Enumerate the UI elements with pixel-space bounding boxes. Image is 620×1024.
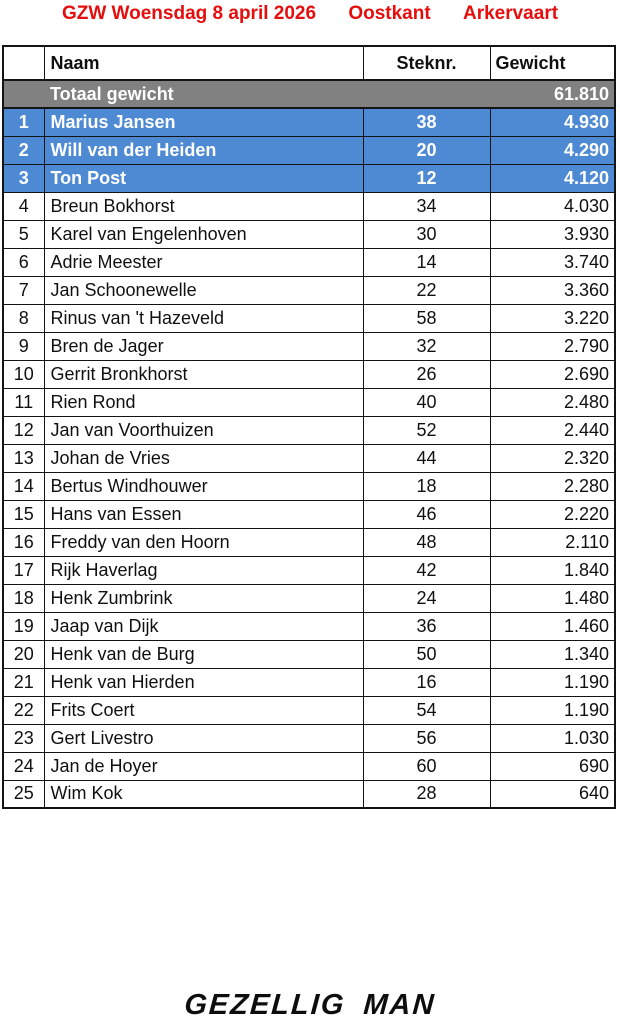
weight-cell: 2.690 [490, 360, 615, 388]
peg-cell: 42 [363, 556, 490, 584]
table-row [3, 220, 615, 248]
rank-cell: 20 [3, 640, 44, 668]
name-cell: Frits Coert [44, 696, 363, 724]
name-cell: Freddy van den Hoorn [44, 528, 363, 556]
rank-cell: 15 [3, 500, 44, 528]
weight-cell: 1.480 [490, 584, 615, 612]
table-row [3, 304, 615, 332]
peg-cell: 18 [363, 472, 490, 500]
table-row [3, 472, 615, 500]
title-section: Oostkant [348, 3, 431, 24]
rank-cell: 24 [3, 752, 44, 780]
rank-cell: 2 [3, 136, 44, 164]
table-row [3, 388, 615, 416]
peg-cell: 60 [363, 752, 490, 780]
peg-cell: 56 [363, 724, 490, 752]
page-title [0, 3, 620, 25]
rank-cell: 19 [3, 612, 44, 640]
peg-cell: 20 [363, 136, 490, 164]
weight-cell: 2.110 [490, 528, 615, 556]
name-cell: Henk Zumbrink [44, 584, 363, 612]
results-header [3, 46, 615, 80]
table-row [3, 528, 615, 556]
rank-cell: 22 [3, 696, 44, 724]
peg-cell: 54 [363, 696, 490, 724]
table-row [3, 164, 615, 192]
weight-cell: 2.220 [490, 500, 615, 528]
peg-cell: 58 [363, 304, 490, 332]
weight-cell: 4.120 [490, 164, 615, 192]
weight-cell: 1.460 [490, 612, 615, 640]
name-cell: Gerrit Bronkhorst [44, 360, 363, 388]
weight-cell: 1.840 [490, 556, 615, 584]
table-row [3, 696, 615, 724]
rank-cell: 3 [3, 164, 44, 192]
rank-cell: 9 [3, 332, 44, 360]
weight-cell: 1.340 [490, 640, 615, 668]
table-row [3, 640, 615, 668]
peg-cell: 48 [363, 528, 490, 556]
weight-cell: 4.930 [490, 108, 615, 136]
peg-cell: 34 [363, 192, 490, 220]
name-cell: Johan de Vries [44, 444, 363, 472]
weight-cell: 2.440 [490, 416, 615, 444]
rank-cell: 11 [3, 388, 44, 416]
table-row [3, 276, 615, 304]
table-row [3, 360, 615, 388]
name-cell: Adrie Meester [44, 248, 363, 276]
name-cell: Gert Livestro [44, 724, 363, 752]
peg-cell: 50 [363, 640, 490, 668]
name-cell: Wim Kok [44, 780, 363, 808]
rank-cell: 6 [3, 248, 44, 276]
table-row [3, 248, 615, 276]
peg-cell: 12 [363, 164, 490, 192]
title-venue: Arkervaart [462, 3, 559, 24]
name-cell: Rinus van 't Hazeveld [44, 304, 363, 332]
weight-cell: 2.320 [490, 444, 615, 472]
weight-cell: 3.740 [490, 248, 615, 276]
name-cell: Ton Post [44, 164, 363, 192]
peg-cell: 52 [363, 416, 490, 444]
table-row [3, 752, 615, 780]
peg-cell: 26 [363, 360, 490, 388]
table-row [3, 192, 615, 220]
weight-column-header: Gewicht [490, 46, 615, 80]
name-cell: Henk van de Burg [44, 640, 363, 668]
rank-cell: 7 [3, 276, 44, 304]
rank-cell: 25 [3, 780, 44, 808]
name-cell: Henk van Hierden [44, 668, 363, 696]
rank-cell: 17 [3, 556, 44, 584]
peg-cell: 22 [363, 276, 490, 304]
weight-cell: 3.220 [490, 304, 615, 332]
table-row [3, 584, 615, 612]
table-row [3, 668, 615, 696]
name-cell: Jaap van Dijk [44, 612, 363, 640]
peg-cell: 16 [363, 668, 490, 696]
peg-cell: 36 [363, 612, 490, 640]
name-cell: Marius Jansen [44, 108, 363, 136]
name-cell: Jan de Hoyer [44, 752, 363, 780]
rank-cell: 14 [3, 472, 44, 500]
rank-cell: 4 [3, 192, 44, 220]
title-event: GZW Woensdag 8 april 2026 [61, 3, 317, 24]
table-row [3, 416, 615, 444]
name-cell: Karel van Engelenhoven [44, 220, 363, 248]
table-row [3, 136, 615, 164]
weight-cell: 3.360 [490, 276, 615, 304]
table-row [3, 724, 615, 752]
name-column-header: Naam [44, 46, 363, 80]
results-table [2, 45, 616, 809]
peg-cell: 24 [363, 584, 490, 612]
total-row [3, 80, 615, 108]
rank-cell: 16 [3, 528, 44, 556]
peg-column-header: Steknr. [363, 46, 490, 80]
rank-cell: 18 [3, 584, 44, 612]
rank-cell: 10 [3, 360, 44, 388]
table-row [3, 780, 615, 808]
rank-cell: 23 [3, 724, 44, 752]
results-table-container [2, 45, 616, 809]
weight-cell: 1.190 [490, 668, 615, 696]
table-row [3, 108, 615, 136]
weight-cell: 2.790 [490, 332, 615, 360]
weight-cell: 4.290 [490, 136, 615, 164]
name-cell: Breun Bokhorst [44, 192, 363, 220]
weight-cell: 4.030 [490, 192, 615, 220]
header-row [3, 46, 615, 80]
name-cell: Rijk Haverlag [44, 556, 363, 584]
peg-cell: 30 [363, 220, 490, 248]
results-total-section [3, 80, 615, 108]
rank-cell: 5 [3, 220, 44, 248]
rank-column-header [3, 46, 44, 80]
name-cell: Rien Rond [44, 388, 363, 416]
name-cell: Hans van Essen [44, 500, 363, 528]
weight-cell: 640 [490, 780, 615, 808]
peg-cell: 40 [363, 388, 490, 416]
weight-cell: 2.280 [490, 472, 615, 500]
table-row [3, 556, 615, 584]
rank-cell: 13 [3, 444, 44, 472]
total-label: Totaal gewicht [50, 83, 174, 104]
rank-cell: 8 [3, 304, 44, 332]
weight-cell: 3.930 [490, 220, 615, 248]
rank-cell: 12 [3, 416, 44, 444]
name-cell: Jan Schoonewelle [44, 276, 363, 304]
name-cell: Bertus Windhouwer [44, 472, 363, 500]
table-row [3, 444, 615, 472]
name-cell: Bren de Jager [44, 332, 363, 360]
name-cell: Jan van Voorthuizen [44, 416, 363, 444]
rank-cell: 1 [3, 108, 44, 136]
peg-cell: 28 [363, 780, 490, 808]
peg-cell: 38 [363, 108, 490, 136]
weight-cell: 1.190 [490, 696, 615, 724]
name-cell: Will van der Heiden [44, 136, 363, 164]
table-row [3, 332, 615, 360]
total-row-cell [3, 80, 615, 108]
peg-cell: 14 [363, 248, 490, 276]
peg-cell: 46 [363, 500, 490, 528]
rank-cell: 21 [3, 668, 44, 696]
peg-cell: 44 [363, 444, 490, 472]
weight-cell: 1.030 [490, 724, 615, 752]
footer-slogan: GEZELLIG MAN [183, 989, 437, 1021]
total-value: 61.810 [553, 83, 609, 104]
peg-cell: 32 [363, 332, 490, 360]
table-row [3, 500, 615, 528]
results-body [3, 108, 615, 808]
table-row [3, 612, 615, 640]
weight-cell: 690 [490, 752, 615, 780]
weight-cell: 2.480 [490, 388, 615, 416]
